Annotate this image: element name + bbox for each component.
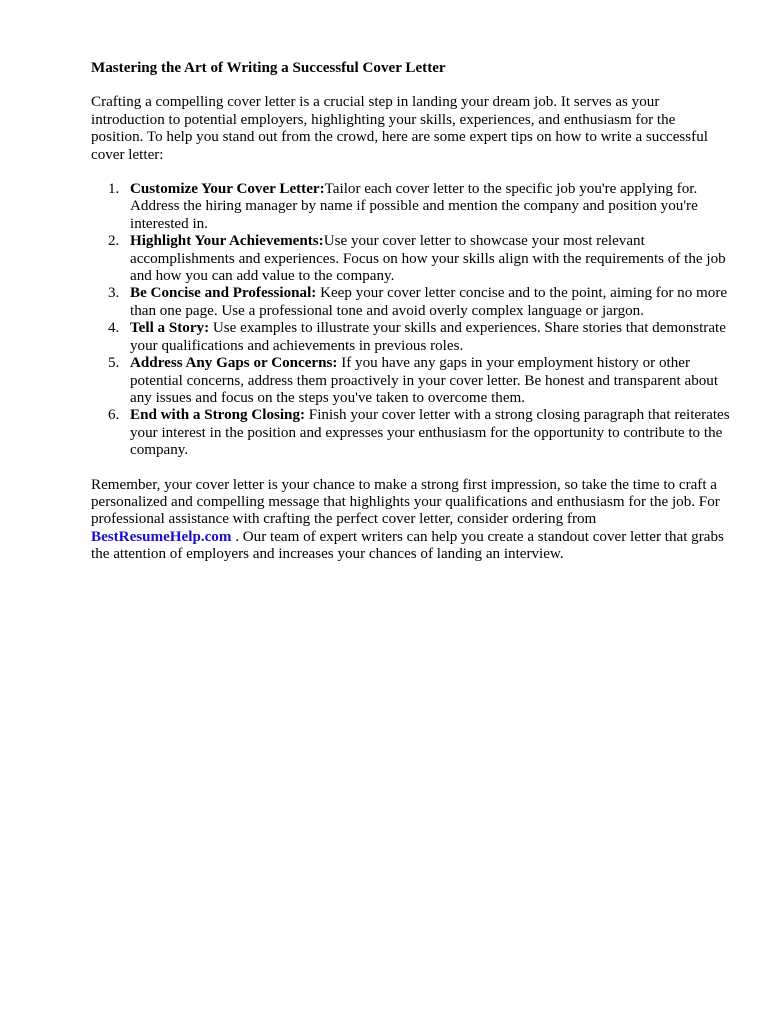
closing-text-end: . Our team of expert writers can help you create a standout cover letter that grabs the attention of employers and increases your chances of landing an interview. — [91, 528, 724, 563]
tips-list — [91, 181, 731, 460]
list-item — [91, 181, 731, 233]
list-item-text: Finish your cover letter with a strong closing paragraph that reiterates your interest in the position and expresses your enthusiasm for the opportunity to contribute to the company. — [130, 407, 730, 459]
list-item — [91, 355, 731, 407]
list-item-text: Tailor each cover letter to the specific job you're applying for. Address the hiring manager by name if possible and mention the company and position you're interested in. — [130, 181, 698, 232]
list-item-number: 5. — [108, 355, 120, 372]
list-item-heading: Tell a Story: — [130, 320, 210, 337]
list-item-text: Use examples to illustrate your skills and experiences. Share stories that demonstrate your qualifications and achievements in previous roles. — [130, 320, 726, 354]
list-item-number: 3. — [108, 285, 120, 302]
list-item-number: 4. — [108, 320, 120, 337]
list-item-heading: Address Any Gaps or Concerns: — [130, 355, 338, 372]
list-item — [91, 320, 731, 355]
list-item-text: Use your cover letter to showcase your most relevant accomplishments and experiences. Focus on how your skills align with the requirements of the job and how you can add value to the company. — [130, 233, 726, 285]
document-title: Mastering the Art of Writing a Successful Cover Letter — [91, 60, 446, 76]
closing-paragraph — [91, 477, 731, 564]
list-item-number: 6. — [108, 407, 120, 424]
bestresumehelp-link[interactable]: BestResumeHelp.com — [91, 528, 232, 545]
list-item-heading: End with a Strong Closing: — [130, 407, 306, 424]
list-item-heading: Highlight Your Achievements: — [130, 233, 324, 250]
list-item-heading: Be Concise and Professional: — [130, 285, 317, 302]
list-item — [91, 285, 731, 320]
closing-text-start: Remember, your cover letter is your chance to make a strong first impression, so take the time to craft a personalized and compelling message that highlights your qualifications and enthusiasm for the job. For professional assistance with crafting the perfect cover letter, consider ordering from — [91, 476, 720, 528]
list-item — [91, 233, 731, 285]
list-item — [91, 407, 731, 459]
list-item-text: Keep your cover letter concise and to the point, aiming for no more than one page. Use a professional tone and avoid overly complex language or jargon. — [130, 285, 728, 319]
list-item-heading: Customize Your Cover Letter: — [130, 181, 325, 198]
document-page — [91, 60, 731, 564]
list-item-number: 2. — [108, 233, 120, 250]
list-item-text: If you have any gaps in your employment history or other potential concerns, address them proactively in your cover letter. Be honest and transparent about any issues and focus on the steps you've taken to overcome them. — [130, 355, 719, 406]
list-item-number: 1. — [108, 181, 120, 198]
intro-paragraph: Crafting a compelling cover letter is a crucial step in landing your dream job. It serves as your introduction to potential employers, highlighting your skills, experiences, and enthusiasm for the position. To help you stand out from the crowd, here are some expert tips on how to write a successful cover letter: — [91, 94, 708, 163]
